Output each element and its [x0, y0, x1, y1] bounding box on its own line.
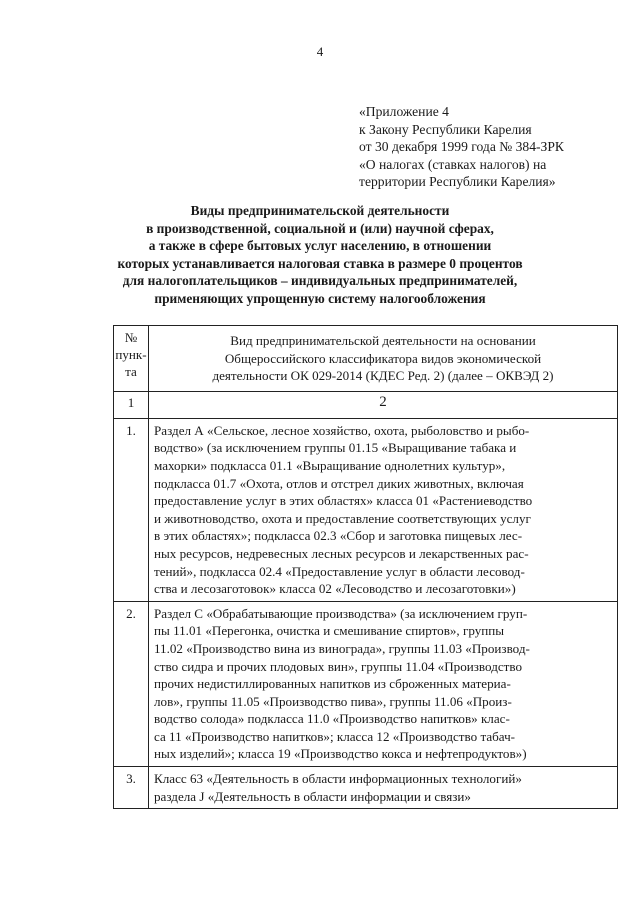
row-text-line: Раздел А «Сельское, лесное хозяйство, охота, рыболовство и рыбо- [154, 422, 530, 438]
title-line: которых устанавливается налоговая ставка в размере 0 процентов [117, 255, 523, 271]
row-text-line: подкласса 01.7 «Охота, отлов и отстрел диких животных, включая [154, 475, 524, 491]
header-activity-line: деятельности ОК 029-2014 (КДЕС Ред. 2) (далее – ОКВЭД 2) [212, 368, 554, 384]
row-text-line: лов», группы 11.05 «Производство пива», группы 11.06 «Произ- [154, 693, 512, 709]
header-number-line: пунк- [115, 347, 147, 362]
annex-reference [359, 103, 631, 191]
activities-table [113, 325, 618, 809]
row-text-line: раздела J «Деятельность в области информации и связи» [154, 788, 471, 804]
row-text-line: пы 11.01 «Перегонка, очистка и смешивание спиртов», группы [154, 623, 505, 639]
title-line: в производственной, социальной и (или) научной сферах, [146, 220, 494, 236]
row-text-line: са 11 «Производство напитков»; класса 12 «Производство табач- [154, 728, 516, 744]
annex-line: территории Республики Карелия» [359, 174, 556, 190]
header-number-line: та [125, 364, 137, 379]
header-number-line: № [124, 330, 138, 345]
row-text-line: махорки» подкласса 01.1 «Выращивание однолетних культур», [154, 457, 506, 473]
document-title [100, 202, 540, 308]
row-text-line: водство солода» подкласса 11.0 «Производство напитков» клас- [154, 711, 510, 727]
index-cell: 1 [114, 391, 149, 418]
title-line: Виды предпринимательской деятельности [190, 203, 450, 218]
row-text-line: 11.02 «Производство вина из винограда», группы 11.03 «Производ- [154, 640, 530, 656]
row-number: 1. [114, 418, 149, 601]
row-text-line: ство сидра и прочих плодовых вин», группы 11.04 «Производство [154, 658, 523, 674]
row-text-line: предоставление услуг в этих областях» класса 01 «Растениеводство [154, 493, 533, 509]
annex-line: к Закону Республики Карелия [359, 121, 532, 137]
row-text-line: ных изделий»; класса 19 «Производство кокса и нефтепродуктов») [154, 746, 527, 762]
row-number: 2. [114, 601, 149, 766]
row-text [149, 767, 618, 809]
row-text [149, 601, 618, 766]
table-row [114, 767, 618, 809]
page-number: 4 [316, 44, 324, 59]
table-row [114, 601, 618, 766]
title-line: для налогоплательщиков – индивидуальных предпринимателей, [122, 273, 518, 289]
row-text-line: прочих недистиллированных напитков из сброженных материа- [154, 676, 511, 692]
row-text-line: в этих областях»; подкласса 02.3 «Сбор и заготовка пищевых лес- [154, 528, 523, 544]
row-text-line: и животноводство, охота и предоставление соответствующих услуг [154, 510, 531, 526]
annex-line: «Приложение 4 [359, 104, 449, 119]
row-text-line: тений», подкласса 02.4 «Предоставление услуг в области лесовод- [154, 563, 525, 579]
title-line: применяющих упрощенную систему налогообложения [154, 290, 486, 306]
table-header-row [114, 326, 618, 392]
row-text-line: Раздел С «Обрабатывающие производства» (за исключением груп- [154, 605, 528, 621]
annex-line: «О налогах (ставках налогов) на [359, 156, 547, 172]
header-number-cell [114, 326, 149, 392]
header-activity-line: Вид предпринимательской деятельности на основании [230, 333, 536, 348]
title-line: а также в сфере бытовых услуг населению, в отношении [148, 238, 492, 254]
annex-line: от 30 декабря 1999 года № 384-ЗРК [359, 139, 564, 155]
row-number: 3. [114, 767, 149, 809]
row-text-line: ных ресурсов, недревесных лесных ресурсов и лекарственных рас- [154, 545, 529, 561]
header-activity-line: Общероссийского классификатора видов экономической [224, 350, 542, 366]
table-index-row [114, 391, 618, 418]
row-text-line: ства и лесозаготовок» класса 02 «Лесоводство и лесозаготовки») [154, 581, 516, 597]
table-row [114, 418, 618, 601]
row-text [149, 418, 618, 601]
row-text-line: водство» (за исключением группы 01.15 «Выращивание табака и [154, 440, 517, 456]
index-cell: 2 [149, 391, 618, 418]
row-text-line: Класс 63 «Деятельность в области информационных технологий» [154, 771, 522, 787]
header-activity-cell [149, 326, 618, 392]
